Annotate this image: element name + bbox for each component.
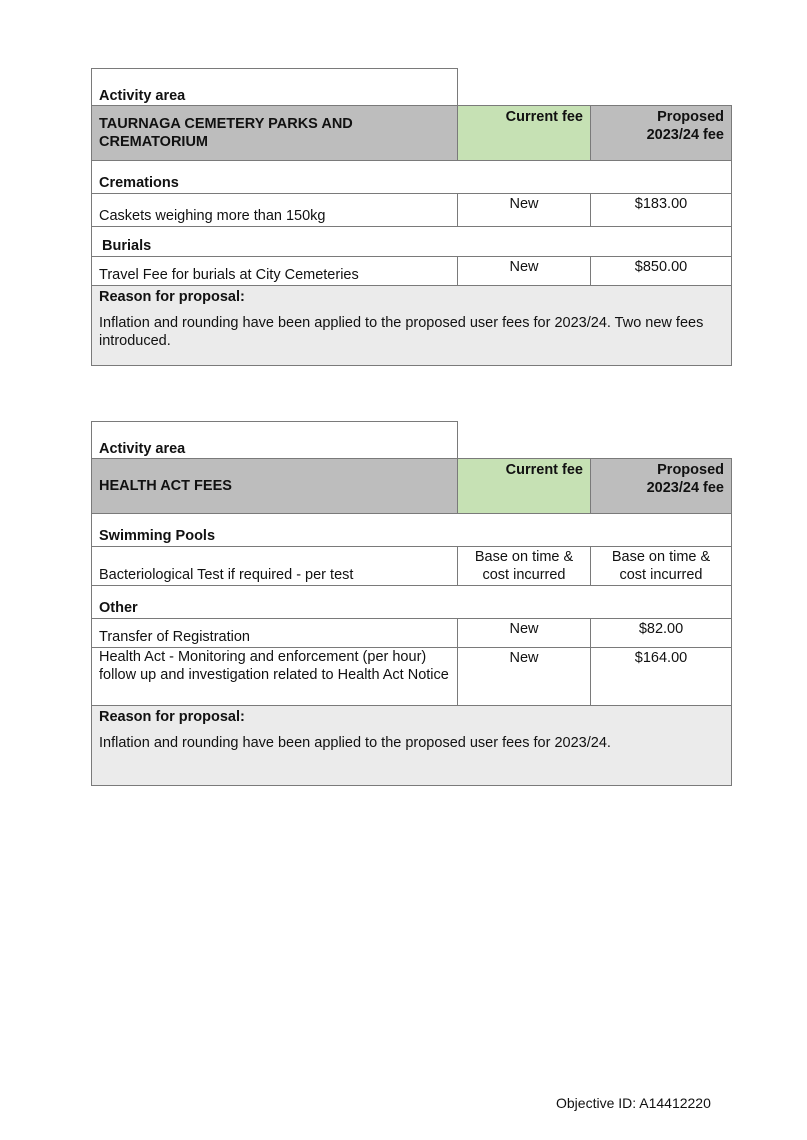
fee-table-health-act [91, 421, 732, 786]
reason-cell [92, 286, 732, 366]
proposed-fee-value: Base on time & cost incurred [591, 547, 732, 586]
fee-item: Travel Fee for burials at City Cemeteries [92, 257, 458, 286]
section-header: Burials [92, 227, 732, 257]
section-header: Swimming Pools [92, 514, 732, 547]
activity-area-label: Activity area [92, 69, 458, 106]
current-fee-header: Current fee [458, 106, 591, 161]
reason-text: Inflation and rounding have been applied to the proposed user fees for 2023/24. [99, 735, 611, 751]
proposed-fee-value: $164.00 [591, 648, 732, 706]
objective-id: Objective ID: A14412220 [556, 1095, 711, 1111]
reason-label: Reason for proposal: [99, 709, 245, 725]
proposed-fee-value: $183.00 [591, 194, 732, 227]
current-fee-value: New [458, 257, 591, 286]
section-header: Other [92, 586, 732, 619]
activity-area-label: Activity area [92, 422, 458, 459]
reason-text: Inflation and rounding have been applied to the proposed user fees for 2023/24. Two new fees introduced. [99, 315, 704, 349]
fee-table-cemetery [91, 68, 732, 366]
current-fee-header: Current fee [458, 459, 591, 514]
current-fee-value: New [458, 194, 591, 227]
fee-item: Bacteriological Test if required - per test [92, 547, 458, 586]
fee-item: Transfer of Registration [92, 619, 458, 648]
activity-title: HEALTH ACT FEES [92, 459, 458, 514]
activity-title: TAURNAGA CEMETERY PARKS AND CREMATORIUM [92, 106, 458, 161]
proposed-fee-header: Proposed 2023/24 fee [591, 106, 732, 161]
proposed-fee-header: Proposed 2023/24 fee [591, 459, 732, 514]
section-header: Cremations [92, 161, 732, 194]
current-fee-value: New [458, 648, 591, 706]
fee-item: Health Act - Monitoring and enforcement (per hour) follow up and investigation related to Health Act Notice [92, 648, 458, 706]
reason-cell [92, 706, 732, 786]
current-fee-value: New [458, 619, 591, 648]
current-fee-value: Base on time & cost incurred [458, 547, 591, 586]
proposed-fee-value: $850.00 [591, 257, 732, 286]
fee-item: Caskets weighing more than 150kg [92, 194, 458, 227]
reason-label: Reason for proposal: [99, 289, 245, 305]
proposed-fee-value: $82.00 [591, 619, 732, 648]
